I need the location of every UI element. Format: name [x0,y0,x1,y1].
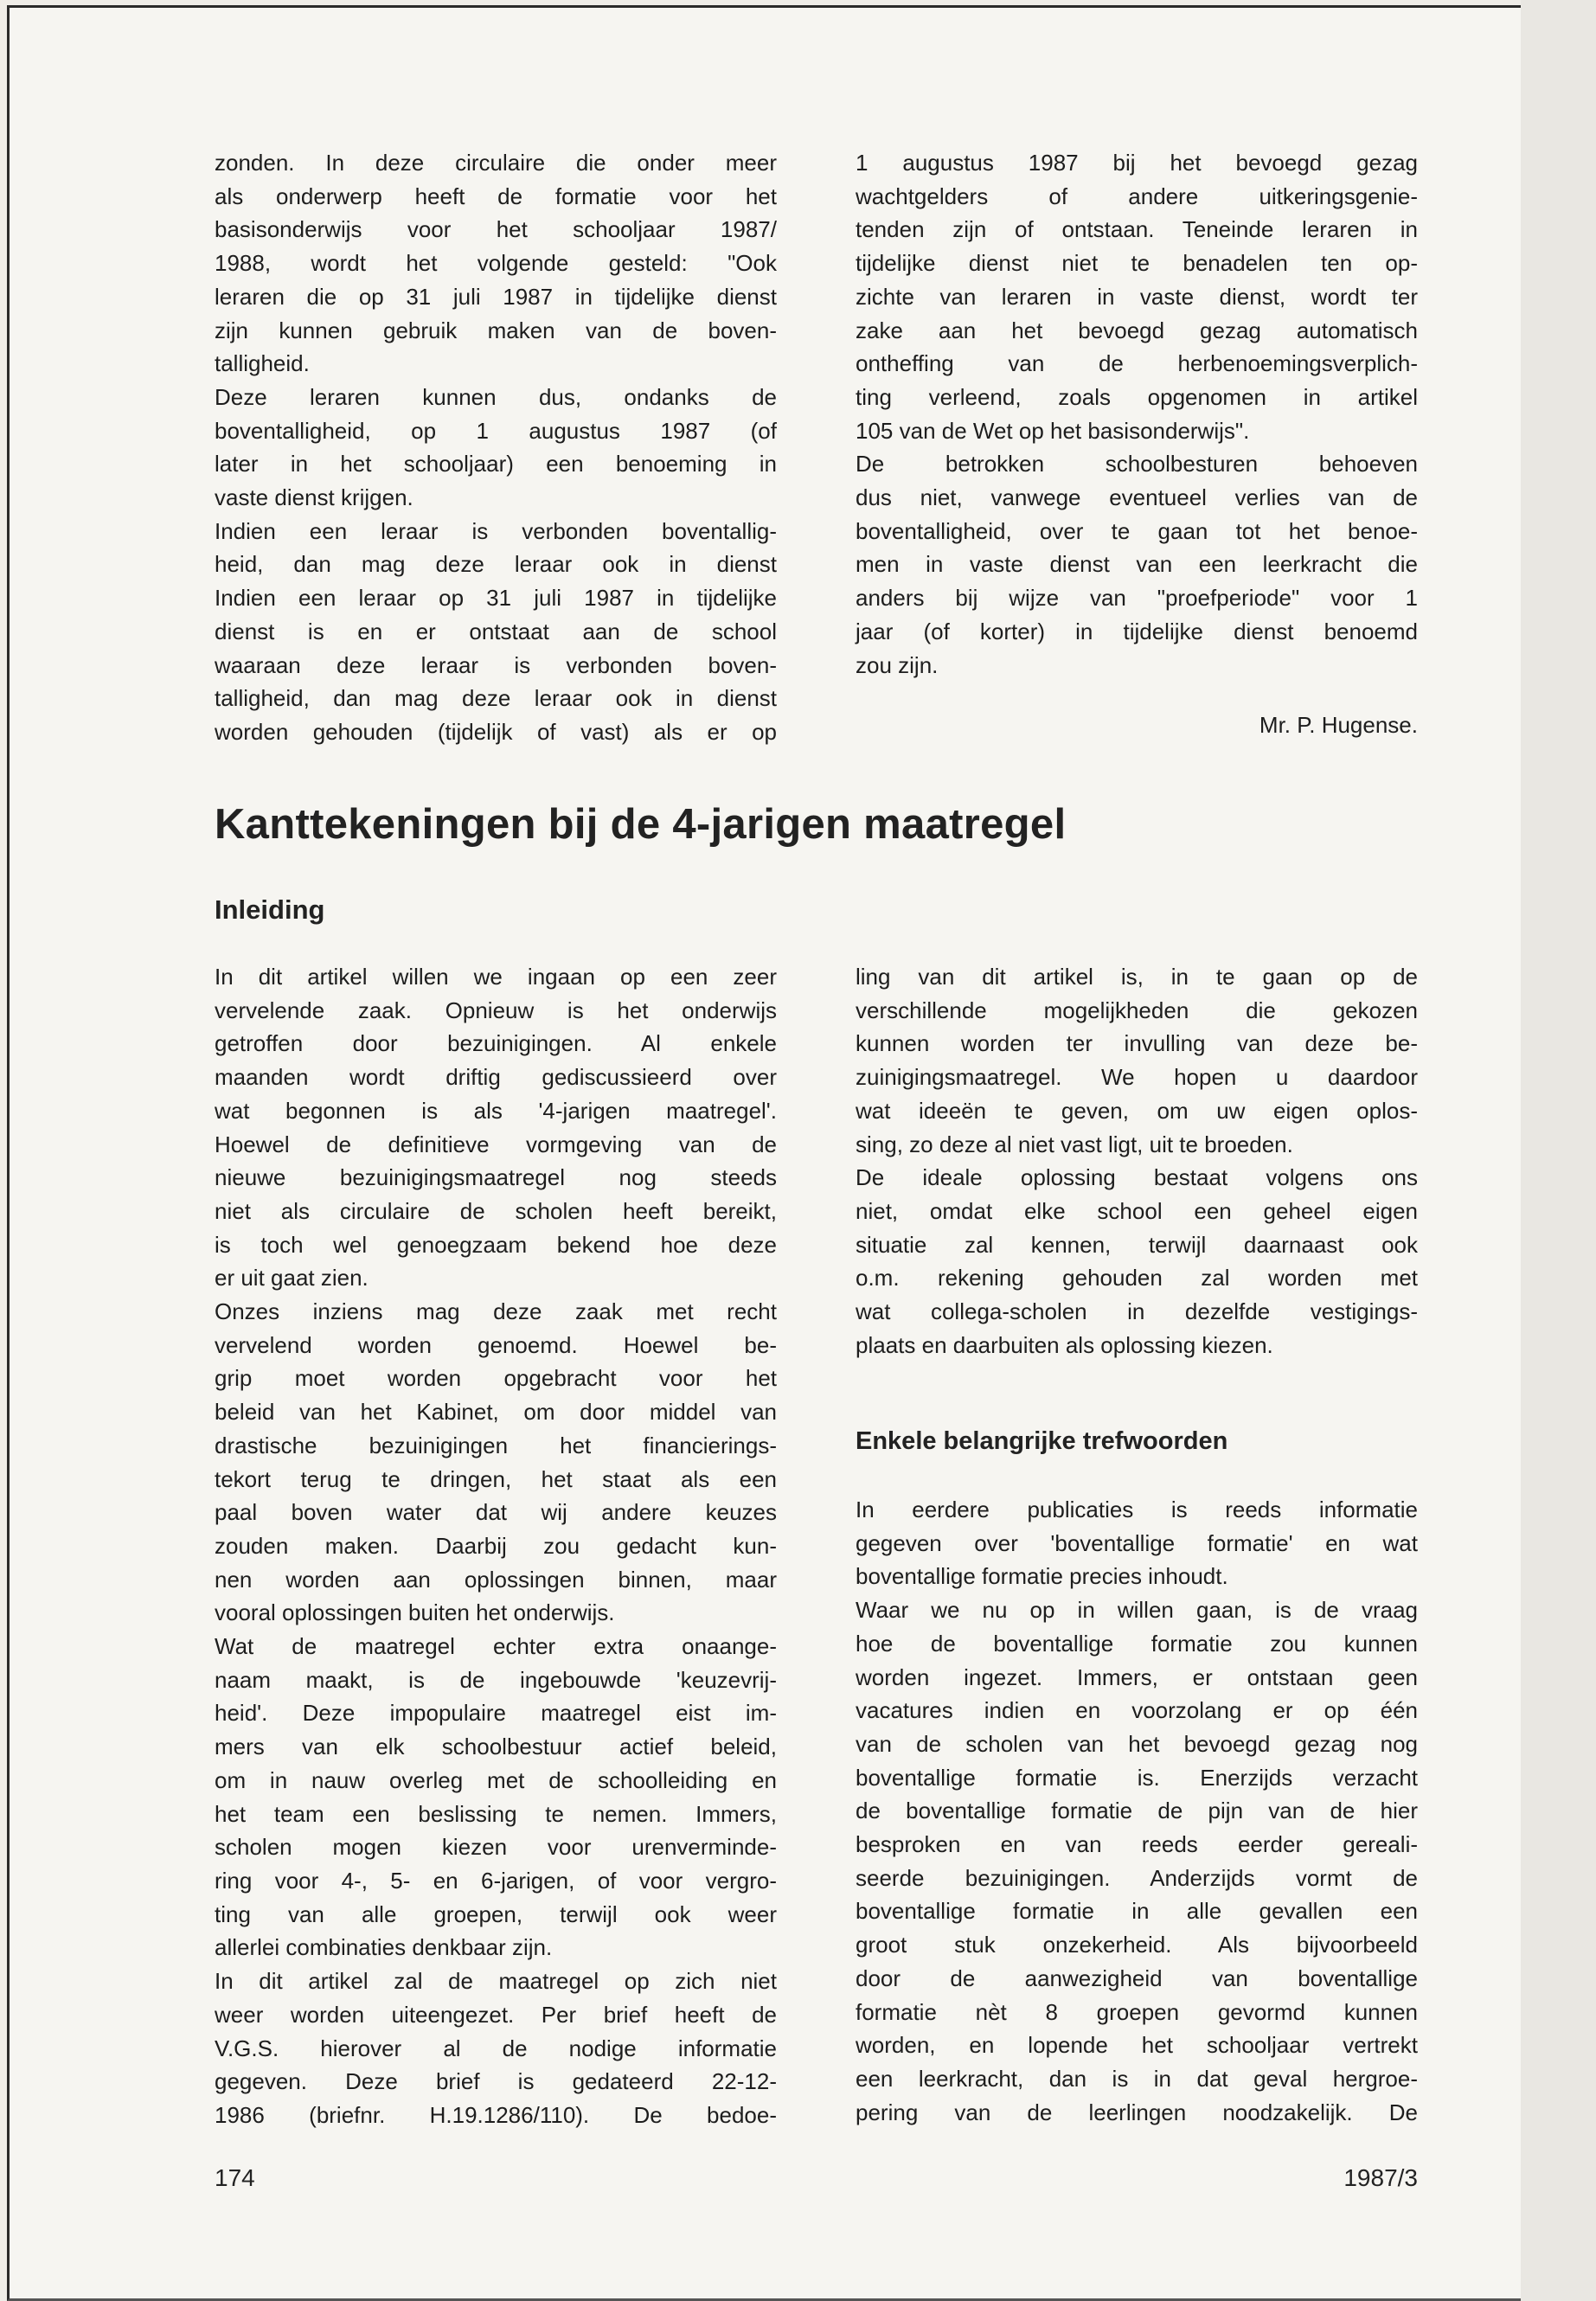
paragraph [856,146,1418,447]
text-line: boventallige formatie is. Enerzijds verzacht [856,1764,1418,1791]
text-line: besproken en van reeds eerder gereali- [856,1831,1418,1858]
text-line: zuinigingsmaatregel. We hopen u daardoor [856,1064,1418,1091]
text-line: situatie zal kennen, terwijl daarnaast ook [856,1231,1418,1258]
text-line: van de scholen van het bevoegd gezag nog [856,1730,1418,1757]
text-line: ling van dit artikel is, in te gaan op de [856,964,1418,990]
text-line: grip moet worden opgebracht voor het [215,1365,777,1392]
text-line: talligheid. [215,350,310,377]
text-line: zichte van leraren in vaste dienst, wordt ter [856,283,1418,310]
paragraph [215,1295,777,1630]
text-line: wat begonnen is als '4-jarigen maatregel'. [215,1097,777,1124]
text-line: 105 van de Wet op het basisonderwijs". [856,417,1250,444]
text-line: gegeven. Deze brief is gedateerd 22-12- [215,2068,777,2095]
page-number: 174 [215,2164,255,2191]
author-signature: Mr. P. Hugense. [1259,712,1418,738]
text-line: heid, dan mag deze leraar ook in dienst [215,551,777,578]
text-line: getroffen door bezuinigingen. Al enkele [215,1030,777,1057]
text-line: vaste dienst krijgen. [215,484,413,511]
text-line: 1988, wordt het volgende gesteld: "Ook [215,250,777,277]
article-left-column [215,960,777,2132]
text-line: worden, en lopende het schooljaar vertrekt [856,2032,1418,2059]
text-line: Waar we nu op in willen gaan, is de vraag [856,1597,1418,1624]
text-line: plaats en daarbuiten als oplossing kiezen. [856,1331,1273,1358]
text-line: nieuwe bezuinigingsmaatregel nog steeds [215,1164,777,1191]
text-line: Indien een leraar op 31 juli 1987 in tijdelijke [215,585,777,612]
text-line: nen worden aan oplossingen binnen, maar [215,1566,777,1593]
text-line: verschillende mogelijkheden die gekozen [856,997,1418,1023]
intro-heading: Inleiding [215,894,325,925]
text-line: ting van alle groepen, terwijl ook weer [215,1900,777,1927]
text-line: worden ingezet. Immers, er ontstaan geen [856,1663,1418,1690]
text-line: Wat de maatregel echter extra onaange- [215,1633,777,1660]
text-line: talligheid, dan mag deze leraar ook in dienst [215,685,777,712]
text-line: later in het schooljaar) een benoeming in [215,451,777,478]
text-line: zake aan het bevoegd gezag automatisch [856,317,1418,343]
text-line: wat ideeën te geven, om uw eigen oplos- [856,1097,1418,1124]
text-line: pering van de leerlingen noodzakelijk. De [856,2099,1418,2125]
text-line: seerde bezuinigingen. Anderzijds vormt de [856,1864,1418,1891]
text-line: wat collega-scholen in dezelfde vestigings- [856,1298,1418,1325]
text-line: niet, omdat elke school een geheel eigen [856,1197,1418,1224]
text-line: boventallige formatie in alle gevallen een [856,1898,1418,1925]
text-line: hoe de boventallige formatie zou kunnen [856,1630,1418,1657]
text-line: beleid van het Kabinet, om door middel van [215,1399,777,1426]
text-line: basisonderwijs voor het schooljaar 1987/ [215,216,777,243]
text-line: door de aanwezigheid van boventallige [856,1965,1418,1991]
text-line: 1986 (briefnr. H.19.1286/110). De bedoe- [215,2101,777,2128]
text-line: waaraan deze leraar is verbonden boven- [215,651,777,678]
paragraph [856,1593,1418,2129]
text-line: tekort terug te dringen, het staat als een [215,1465,777,1492]
text-line: om in nauw overleg met de schoolleiding en [215,1766,777,1793]
text-line: paal boven water dat wij andere keuzes [215,1499,777,1526]
text-line: tenden zijn of ontstaan. Teneinde leraren in [856,216,1418,243]
text-line: groot stuk onzekerheid. Als bijvoorbeeld [856,1932,1418,1958]
text-line: is toch wel genoegzaam bekend hoe deze [215,1231,777,1258]
paragraph [856,960,1418,1161]
text-line: Hoewel de definitieve vormgeving van de [215,1131,777,1157]
text-line: ting verleend, zoals opgenomen in artikel [856,383,1418,410]
paragraph [215,515,777,749]
text-line: zouden maken. Daarbij zou gedacht kun- [215,1532,777,1559]
issue-number: 1987/3 [1343,2164,1418,2191]
text-line: men in vaste dienst van een leerkracht die [856,551,1418,578]
text-line: o.m. rekening gehouden zal worden met [856,1265,1418,1292]
text-line: ring voor 4-, 5- en 6-jarigen, of voor vergro- [215,1867,777,1894]
text-line: Indien een leraar is verbonden boventallig- [215,517,777,544]
text-line: dus niet, vanwege eventueel verlies van de [856,484,1418,511]
text-line: boventalligheid, op 1 augustus 1987 (of [215,417,777,444]
text-line: wachtgelders of andere uitkeringsgenie- [856,183,1418,209]
text-line: boventallige formatie precies inhoudt. [856,1563,1228,1590]
text-line: als onderwerp heeft de formatie voor het [215,183,777,209]
section-subheading: Enkele belangrijke trefwoorden [856,1427,1228,1455]
text-line: heid'. Deze impopulaire maatregel eist im- [215,1700,777,1727]
text-line: het team een beslissing te nemen. Immers, [215,1800,777,1827]
top-right-column [856,146,1418,682]
text-line: formatie nèt 8 groepen gevormd kunnen [856,1998,1418,2025]
text-line: zonden. In deze circulaire die onder meer [215,150,777,176]
text-line: sing, zo deze al niet vast ligt, uit te broeden. [856,1131,1293,1157]
text-line: jaar (of korter) in tijdelijke dienst benoemd [856,618,1418,644]
top-left-column [215,146,777,749]
scan-margin [1521,0,1596,2301]
text-line: er uit gaat zien. [215,1265,369,1292]
article-title: Kanttekeningen bij de 4-jarigen maatregel [215,801,1067,848]
text-line: 1 augustus 1987 bij het bevoegd gezag [856,150,1418,176]
text-line: tijdelijke dienst niet te benadelen ten op- [856,250,1418,277]
text-line: een leerkracht, dan is in dat geval hergroe- [856,2065,1418,2092]
text-line: Deze leraren kunnen dus, ondanks de [215,383,777,410]
text-line: naam maakt, is de ingebouwde 'keuzevrij- [215,1666,777,1693]
text-line: weer worden uiteengezet. Per brief heeft de [215,2001,777,2028]
text-line: In dit artikel zal de maatregel op zich niet [215,1968,777,1995]
paragraph [856,447,1418,682]
article-right-column [856,960,1418,1362]
paragraph [215,960,777,1295]
paragraph [215,381,777,515]
text-line: vooral oplossingen buiten het onderwijs. [215,1599,615,1626]
text-line: De ideale oplossing bestaat volgens ons [856,1164,1418,1191]
text-line: de boventallige formatie de pijn van de hier [856,1798,1418,1824]
text-line: gegeven over 'boventallige formatie' en wat [856,1529,1418,1556]
text-line: mers van elk schoolbestuur actief beleid, [215,1734,777,1760]
text-line: vacatures indien en voorzolang er op één [856,1697,1418,1724]
text-line: drastische bezuinigingen het financierings- [215,1432,777,1458]
text-line: In dit artikel willen we ingaan op een zeer [215,964,777,990]
paragraph [215,1965,777,2132]
article-right-column-continued [856,1493,1418,2129]
paragraph [215,1630,777,1965]
text-line: zijn kunnen gebruik maken van de boven- [215,317,777,343]
paragraph [856,1493,1418,1593]
text-line: worden gehouden (tijdelijk of vast) als er op [215,718,777,745]
text-line: vervelend worden genoemd. Hoewel be- [215,1331,777,1358]
text-line: In eerdere publicaties is reeds informatie [856,1497,1418,1522]
text-line: maanden wordt driftig gediscussieerd over [215,1064,777,1091]
paragraph [856,1161,1418,1362]
text-line: zou zijn. [856,651,939,678]
paragraph [215,146,777,381]
text-line: kunnen worden ter invulling van deze be- [856,1030,1418,1057]
text-line: vervelende zaak. Opnieuw is het onderwijs [215,997,777,1023]
text-line: scholen mogen kiezen voor urenverminde- [215,1834,777,1861]
text-line: ontheffing van de herbenoemingsverplich- [856,350,1418,377]
text-line: allerlei combinaties denkbaar zijn. [215,1934,553,1961]
text-line: anders bij wijze van "proefperiode" voor 1 [856,585,1418,612]
text-line: dienst is en er ontstaat aan de school [215,618,777,644]
text-line: V.G.S. hierover al de nodige informatie [215,2035,777,2061]
text-line: De betrokken schoolbesturen behoeven [856,451,1418,478]
text-line: Onzes inziens mag deze zaak met recht [215,1298,777,1325]
text-line: niet als circulaire de scholen heeft bereikt, [215,1197,777,1224]
text-line: leraren die op 31 juli 1987 in tijdelijke dienst [215,283,777,310]
text-line: boventalligheid, over te gaan tot het benoe- [856,517,1418,544]
